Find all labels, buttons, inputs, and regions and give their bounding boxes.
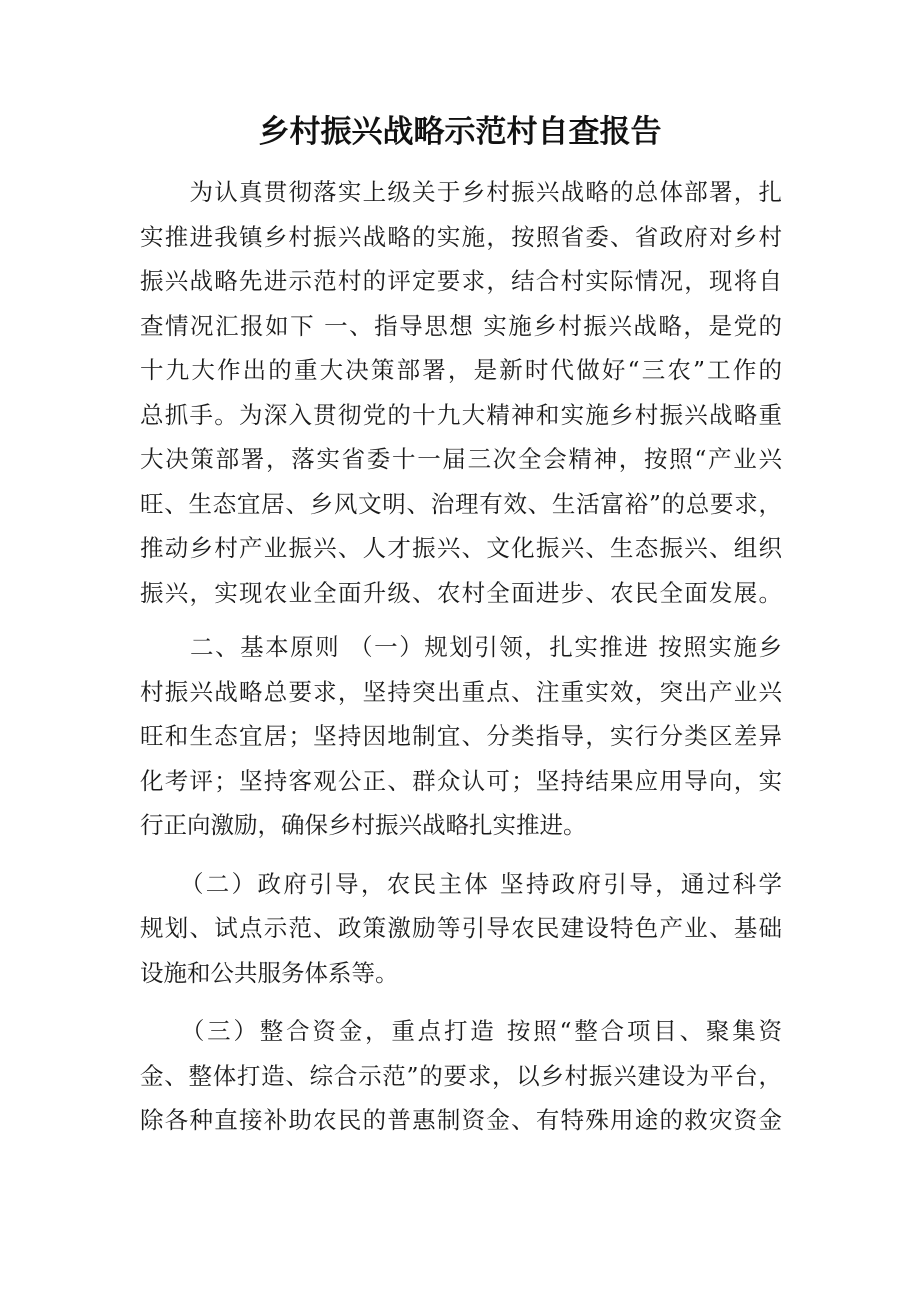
text-line: 推动乡村产业振兴、人才振兴、文化振兴、生态振兴、组织 (140, 534, 782, 562)
text-line: 为认真贯彻落实上级关于乡村振兴战略的总体部署，扎 (140, 178, 782, 206)
text-line: 设施和公共服务体系等。 (140, 958, 399, 987)
text-line: 规划、试点示范、政策激励等引导农民建设特色产业、基础 (140, 914, 782, 942)
text-line: 村振兴战略总要求，坚持突出重点、注重实效，突出产业兴 (140, 677, 782, 706)
text-line: 十九大作出的重大决策部署，是新时代做好“三农”工作的 (140, 356, 782, 384)
text-line: 二、基本原则 （一）规划引领，扎实推进 按照实施乡 (140, 633, 782, 661)
paragraph-integrate-funds (140, 1009, 782, 1143)
document-body (140, 170, 782, 1143)
text-line: 旺和生态宜居；坚持因地制宜、分类指导，实行分类区差异 (140, 722, 782, 750)
paragraph-basic-principles (140, 625, 782, 848)
text-line: 总抓手。为深入贯彻党的十九大精神和实施乡村振兴战略重 (140, 400, 782, 429)
text-line: 振兴，实现农业全面升级、农村全面进步、农民全面发展。 (140, 578, 782, 607)
text-line: 金、整体打造、综合示范”的要求，以乡村振兴建设为平台， (140, 1061, 782, 1090)
paragraph-guiding-ideology (140, 170, 782, 615)
text-line: 化考评；坚持客观公正、群众认可；坚持结果应用导向，实 (140, 766, 782, 795)
document-title: 乡村振兴战略示范村自查报告 (258, 114, 662, 150)
text-line: 除各种直接补助农民的普惠制资金、有特殊用途的救灾资金 (140, 1106, 782, 1134)
text-line: 查情况汇报如下 一、指导思想 实施乡村振兴战略，是党的 (140, 311, 782, 340)
text-line: 实推进我镇乡村振兴战略的实施，按照省委、省政府对乡村 (140, 222, 782, 251)
paragraph-government-guidance (140, 862, 782, 996)
text-line: 大决策部署，落实省委十一届三次全会精神，按照“产业兴 (140, 445, 782, 473)
text-line: 振兴战略先进示范村的评定要求，结合村实际情况，现将自 (140, 267, 782, 295)
text-line: 旺、生态宜居、乡风文明、治理有效、生活富裕”的总要求， (140, 489, 782, 518)
text-line: （三）整合资金，重点打造 按照“整合项目、聚集资 (140, 1017, 782, 1045)
text-line: 行正向激励，确保乡村振兴战略扎实推进。 (140, 811, 587, 839)
text-line: （二）政府引导，农民主体 坚持政府引导，通过科学 (140, 869, 782, 898)
